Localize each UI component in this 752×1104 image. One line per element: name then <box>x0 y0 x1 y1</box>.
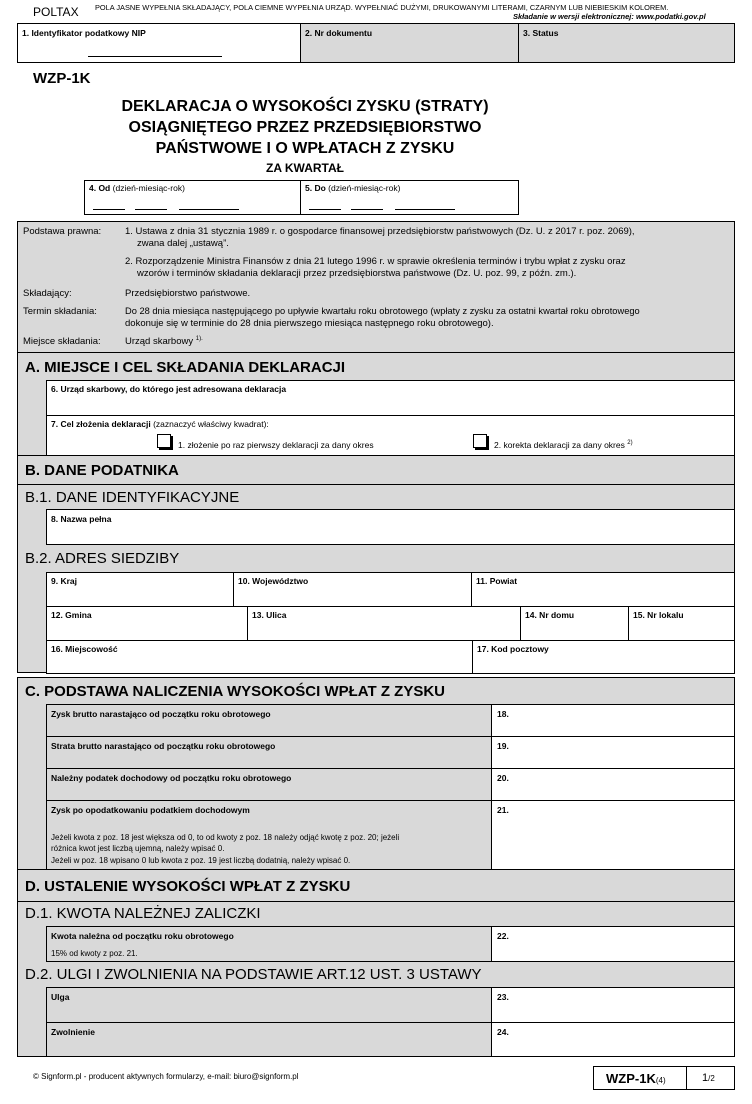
basis-2b: wzorów i terminów składania deklaracji przez przedsiębiorstwa państwowe (Dz. U. poz. 99, z późn. zm.). <box>137 268 577 279</box>
basis-1b: zwana dalej „ustawą”. <box>137 238 229 249</box>
gross-loss-number: 19. <box>497 741 509 751</box>
period-from-label: 4. Od (dzień-miesiąc-rok) <box>89 183 185 193</box>
footer-divider <box>686 1067 687 1089</box>
title-line-2: OSIĄGNIĘTEGO PRZEZ PRZEDSIĘBIORSTWO <box>128 119 482 136</box>
nip-label: 1. Identyfikator podatkowy NIP <box>22 28 146 38</box>
locality-label: 16. Miejscowość <box>51 644 118 654</box>
relief-row <box>46 987 492 1023</box>
gross-loss-label: Strata brutto narastająco od początku roku obrotowego <box>51 741 276 751</box>
relief-field[interactable] <box>491 987 735 1023</box>
net-profit-note-1: Jeżeli kwota z poz. 18 jest większa od 0, to od kwoty z poz. 18 należy odjąć kwotę z poz. 20; jeżeli <box>51 833 400 842</box>
period-to-field[interactable] <box>300 180 519 215</box>
gross-profit-label: Zysk brutto narastająco od początku roku obrotowego <box>51 709 271 719</box>
voivodeship-field[interactable] <box>233 572 472 607</box>
section-d <box>17 869 735 1057</box>
section-d-title: D. USTALENIE WYSOKOŚCI WPŁAT Z ZYSKU <box>25 878 351 895</box>
apartment-number-label: 15. Nr lokalu <box>633 610 684 620</box>
basis-1a: 1. Ustawa z dnia 31 stycznia 1989 r. o gospodarce finansowej przedsiębiorstw państwowych (Dz. U. z 2017 r. poz. 2069), <box>125 226 635 237</box>
document-number-label: 2. Nr dokumentu <box>305 28 373 38</box>
from-month-line <box>135 203 167 210</box>
declaration-purpose-field <box>46 415 735 456</box>
net-profit-number: 21. <box>497 805 509 815</box>
b2-title: B.2. ADRES SIEDZIBY <box>25 550 180 567</box>
d1-divider <box>18 901 734 902</box>
relief-label: Ulga <box>51 992 70 1002</box>
advance-due-note: 15% od kwoty z poz. 21. <box>51 949 138 958</box>
place-value: Urząd skarbowy $^{1).}$ <box>125 336 203 348</box>
status-label: 3. Status <box>523 28 559 38</box>
country-label: 9. Kraj <box>51 576 77 586</box>
income-tax-row <box>46 768 492 801</box>
section-b-title: B. DANE PODATNIKA <box>25 462 179 479</box>
country-field[interactable] <box>46 572 234 607</box>
income-tax-field[interactable] <box>491 768 735 801</box>
advance-due-row <box>46 926 492 962</box>
d2-title: D.2. ULGI I ZWOLNIENIA NA PODSTAWIE ART.12 UST. 3 USTAWY <box>25 966 482 983</box>
section-c <box>17 677 735 870</box>
title-line-3: PAŃSTWOWE I O WPŁATACH Z ZYSKU <box>155 140 455 157</box>
section-a-title: A. MIEJSCE I CEL SKŁADANIA DEKLARACJI <box>25 359 346 376</box>
deadline-b: dokonuje się w terminie do 28 dnia pierwszego miesiąca następnego roku obrotowego). <box>125 318 494 329</box>
net-profit-note-2: różnica kwot jest liczbą ujemną, należy wpisać 0. <box>51 844 225 853</box>
net-profit-note-3: Jeżeli w poz. 18 wpisano 0 lub kwota z poz. 19 jest liczbą dodatnią, należy wpisać 0. <box>51 856 351 865</box>
section-a <box>17 352 735 456</box>
deadline-a: Do 28 dnia miesiąca następującego po upływie kwartału roku obrotowego (wpłaty z zysku za ostatni kwartał roku obrotowego <box>125 306 640 316</box>
footer-form-code: WZP-1K(4) <box>606 1071 666 1086</box>
to-day-line <box>309 203 341 210</box>
gross-loss-row <box>46 736 492 769</box>
filer-value: Przedsiębiorstwo państwowe. <box>125 288 251 299</box>
postal-code-field[interactable] <box>472 640 735 674</box>
nip-field[interactable] <box>17 23 301 63</box>
footer-page-number: 1/2 <box>702 1072 715 1084</box>
section-b <box>17 455 735 673</box>
municipality-field[interactable] <box>46 606 248 641</box>
tax-office-field[interactable] <box>46 380 735 416</box>
d1-title: D.1. KWOTA NALEŻNEJ ZALICZKI <box>25 905 261 922</box>
fill-instructions: POLA JASNE WYPEŁNIA SKŁADAJĄCY, POLA CIEMNE WYPEŁNIA URZĄD. WYPEŁNIAĆ DUŻYMI, DRUKOWANYMI LITERAMI, CZARNYM LUB NIEBIESKIM KOLOREM. <box>95 3 669 12</box>
section-c-title: C. PODSTAWA NALICZENIA WYSOKOŚCI WPŁAT Z ZYSKU <box>25 683 445 700</box>
advance-due-number: 22. <box>497 931 509 941</box>
basis-2a: 2. Rozporządzenie Ministra Finansów z dnia 21 lutego 1996 r. w sprawie określenia terminów i trybu wpłat z zysku oraz <box>125 256 626 267</box>
period-to-label: 5. Do (dzień-miesiąc-rok) <box>305 183 401 193</box>
net-profit-label: Zysk po opodatkowaniu podatkiem dochodowym <box>51 805 250 815</box>
street-field[interactable] <box>247 606 521 641</box>
filer-label: Składający: <box>23 288 72 299</box>
status-field <box>518 23 735 63</box>
house-number-field[interactable] <box>520 606 629 641</box>
locality-field[interactable] <box>46 640 473 674</box>
municipality-label: 12. Gmina <box>51 610 92 620</box>
declaration-purpose-label: 7. Cel złożenia deklaracji (zaznaczyć właściwy kwadrat): <box>51 419 269 429</box>
tax-office-label: 6. Urząd skarbowy, do którego jest adresowana deklaracja <box>51 384 287 394</box>
full-name-field[interactable] <box>46 509 735 545</box>
from-day-line <box>93 203 125 210</box>
voivodeship-label: 10. Województwo <box>238 576 309 586</box>
advance-due-label: Kwota należna od początku roku obrotowego <box>51 931 234 941</box>
footer-copyright: © Signform.pl - producent aktywnych formularzy, e-mail: biuro@signform.pl <box>33 1072 299 1081</box>
basis-label: Podstawa prawna: <box>23 226 102 237</box>
correction-checkbox[interactable] <box>473 434 487 448</box>
place-label: Miejsce składania: <box>23 336 101 347</box>
nip-input-line <box>88 50 222 57</box>
postal-code-label: 17. Kod pocztowy <box>477 644 549 654</box>
net-profit-field[interactable] <box>491 800 735 870</box>
gross-profit-number: 18. <box>497 709 509 719</box>
county-field[interactable] <box>471 572 735 607</box>
county-label: 11. Powiat <box>476 576 518 586</box>
b1-divider <box>18 484 734 485</box>
b1-title: B.1. DANE IDENTYFIKACYJNE <box>25 489 240 506</box>
exemption-label: Zwolnienie <box>51 1027 95 1037</box>
to-year-line <box>395 203 455 210</box>
title-line-4: ZA KWARTAŁ <box>266 161 344 175</box>
exemption-number: 24. <box>497 1027 509 1037</box>
exemption-field[interactable] <box>491 1022 735 1057</box>
electronic-filing-note: Składanie w wersji elektronicznej: www.podatki.gov.pl <box>513 12 706 21</box>
from-year-line <box>179 203 239 210</box>
street-label: 13. Ulica <box>252 610 287 620</box>
period-from-field[interactable] <box>84 180 301 215</box>
gross-profit-row <box>46 704 492 737</box>
house-number-label: 14. Nr domu <box>525 610 575 620</box>
net-profit-row <box>46 800 492 870</box>
full-name-label: 8. Nazwa pełna <box>51 514 112 524</box>
legal-info-block <box>17 221 735 353</box>
gross-loss-field[interactable] <box>491 736 735 769</box>
gross-profit-field[interactable] <box>491 704 735 737</box>
brand-label: POLTAX <box>33 5 79 19</box>
apartment-number-field[interactable] <box>628 606 735 641</box>
exemption-row <box>46 1022 492 1057</box>
income-tax-number: 20. <box>497 773 509 783</box>
deadline-label: Termin składania: <box>23 306 97 317</box>
advance-due-field[interactable] <box>491 926 735 962</box>
form-code: WZP-1K <box>33 70 91 87</box>
to-month-line <box>351 203 383 210</box>
correction-label: 2. korekta deklaracji za dany okres $^{2)}$ <box>494 440 633 450</box>
first-filing-label: 1. złożenie po raz pierwszy deklaracji za dany okres <box>178 440 374 450</box>
title-line-1: DEKLARACJA O WYSOKOŚCI ZYSKU (STRATY) <box>121 98 489 115</box>
relief-number: 23. <box>497 992 509 1002</box>
first-filing-checkbox[interactable] <box>157 434 171 448</box>
income-tax-label: Należny podatek dochodowy od początku roku obrotowego <box>51 773 292 783</box>
document-number-field <box>300 23 519 63</box>
footer-form-code-box <box>593 1066 735 1090</box>
